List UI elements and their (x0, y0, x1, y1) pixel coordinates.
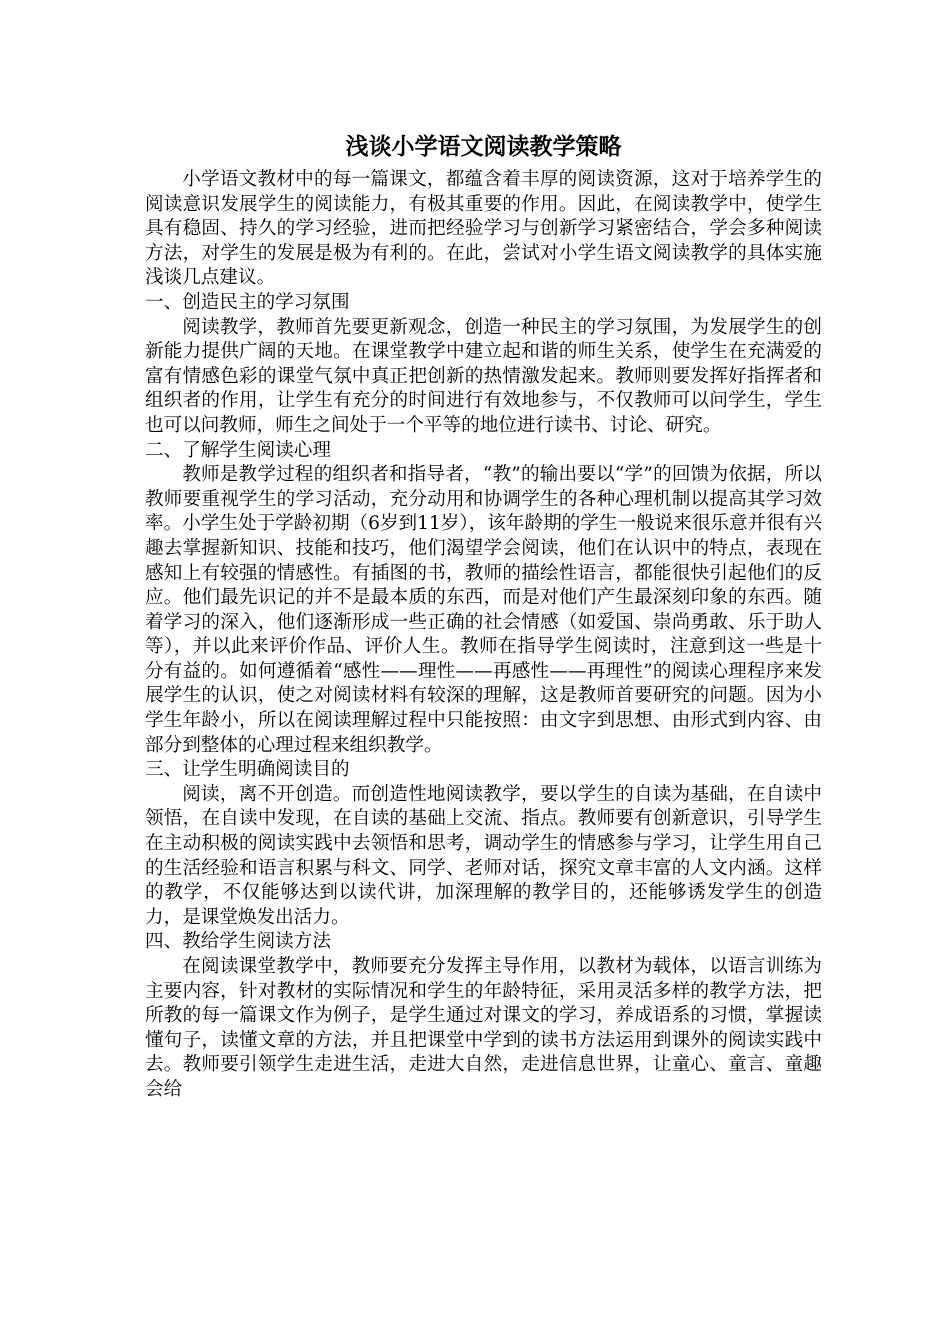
document-body (145, 132, 822, 1103)
intro-paragraph: 小学语文教材中的每一篇课文，都蕴含着丰厚的阅读资源，这对于培养学生的阅读意识发展学生的阅读能力，有极其重要的作用。因此，在阅读教学中，使学生具有稳固、持久的学习经验，进而把经验学习与创新学习紧密结合，学会多种阅读方法，对学生的发展是极为有利的。在此，尝试对小学生语文阅读教学的具体实施浅谈几点建议。 (145, 169, 822, 289)
section-heading-1: 一、创造民主的学习氛围 (145, 291, 350, 313)
section-body-2: 教师是教学过程的组织者和指导者，“教”的输出要以“学”的回馈为依据，所以教师要重视学生的学习活动，充分动用和协调学生的各种心理机制以提高其学习效率。小学生处于学龄初期（6岁到11岁），该年龄期的学生一般说来很乐意并很有兴趣去掌握新知识、技能和技巧，他们渴望学会阅读，他们在认识中的特点，表现在感知上有较强的情感性。有插图的书，教师的描绘性语言，都能很快引起他们的反应。他们最先识记的并不是最本质的东西，而是对他们产生最深刻印象的东西。随着学习的深入，他们逐渐形成一些正确的社会情感（如爱国、崇尚勇敢、乐于助人等），并以此来评价作品、评价人生。教师在指导学生阅读时，注意到这一些是十分有益的。如何遵循着“感性——理性——再感性——再理性”的阅读心理程序来发展学生的认识，使之对阅读材料有较深的理解，这是教师首要研究的问题。因为小学生年龄小，所以在阅读理解过程中只能按照：由文字到思想、由形式到内容、由部分到整体的心理过程来组织教学。 (145, 464, 822, 756)
section-body-3: 阅读，离不开创造。而创造性地阅读教学，要以学生的自读为基础，在自读中领悟，在自读中发现，在自读的基础上交流、指点。教师要有创新意识，引导学生在主动积极的阅读实践中去领悟和思考，调动学生的情感参与学习，让学生用自己的生活经验和语言积累与科文、同学、老师对话，探究文章丰富的人文内涵。这样的教学，不仅能够达到以读代讲，加深理解的教学目的，还能够诱发学生的创造力，是课堂焕发出活力。 (145, 783, 822, 928)
section-body-1: 阅读教学，教师首先要更新观念，创造一种民主的学习氛围，为发展学生的创新能力提供广阔的天地。在课堂教学中建立起和谐的师生关系，使学生在充满爱的富有情感色彩的课堂气氛中真正把创新的热情激发起来。教师则要发挥好指挥者和组织者的作用，让学生有充分的时间进行有效地参与，不仅教师可以问学生，学生也可以问教师，师生之间处于一个平等的地位进行读书、讨论、研究。 (145, 316, 822, 436)
section-heading-4: 四、教给学生阅读方法 (145, 931, 331, 953)
section-heading-2: 二、了解学生阅读心理 (145, 439, 331, 461)
section-body-4: 在阅读课堂教学中，教师要充分发挥主导作用，以教材为载体，以语言训练为主要内容，针对教材的实际情况和学生的年龄特征，采用灵活多样的教学方法，把所教的每一篇课文作为例子，是学生通过对课文的学习，养成语系的习惯，掌握读懂句子，读懂文章的方法，并且把课堂中学到的读书方法运用到课外的阅读实践中去。教师要引领学生走进生活，走进大自然，走进信息世界，让童心、童言、童趣会给 (145, 956, 822, 1100)
section-heading-3: 三、让学生明确阅读目的 (145, 759, 350, 781)
document-title: 浅谈小学语文阅读教学策略 (345, 133, 622, 160)
